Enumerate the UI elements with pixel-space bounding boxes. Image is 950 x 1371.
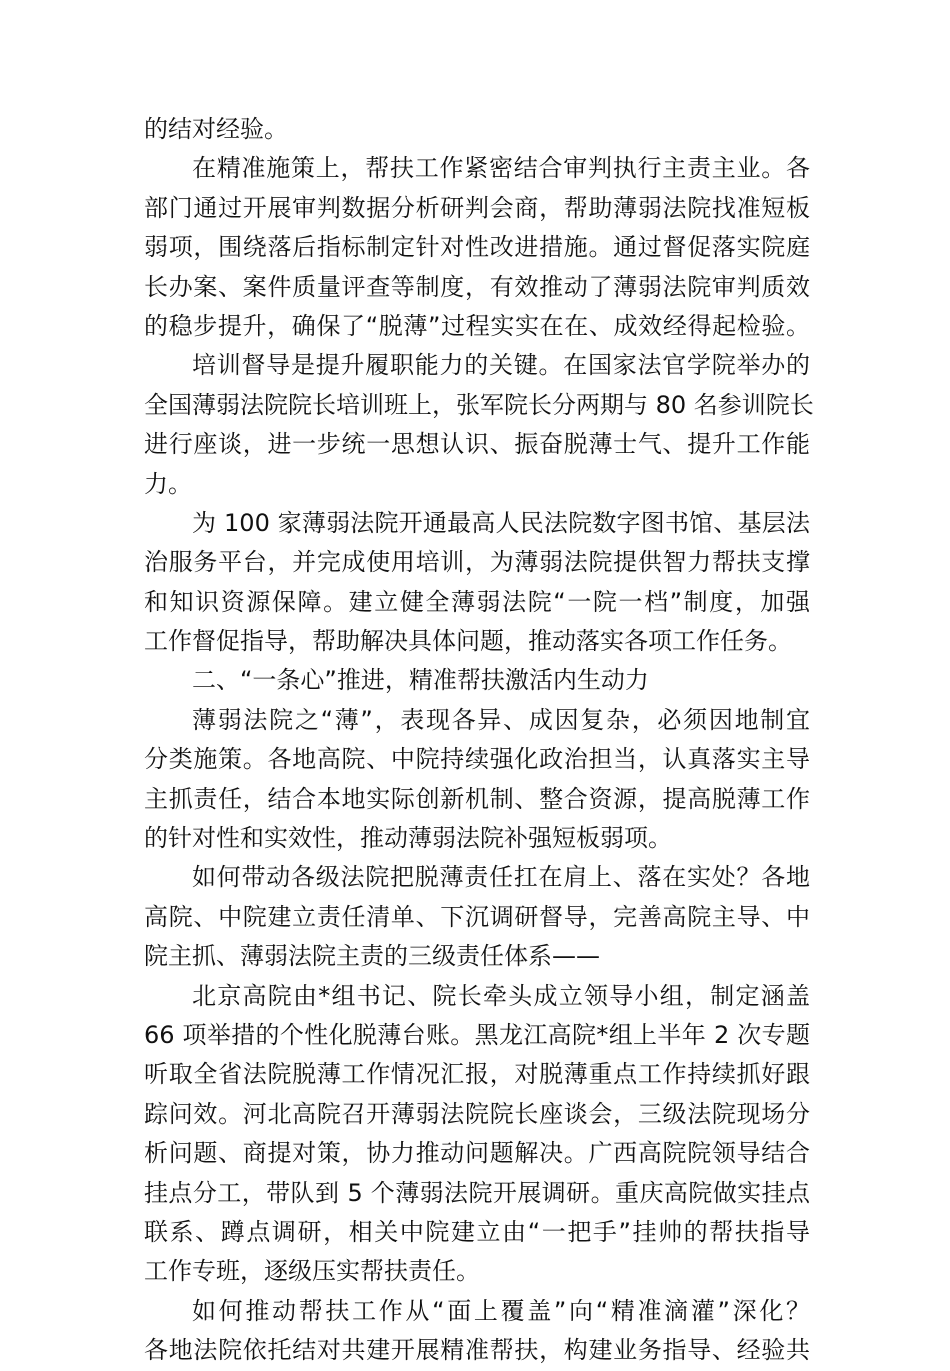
text-line: 如何带动各级法院把脱薄责任扛在肩上、落在实处？各地	[192, 863, 810, 892]
text-line: 挂点分工，带队到 5 个薄弱法院开展调研。重庆高院做实挂点	[144, 1178, 810, 1207]
text-line: 部门通过开展审判数据分析研判会商，帮助薄弱法院找准短板	[144, 193, 810, 222]
document-body	[144, 110, 814, 1371]
text-line: 分类施策。各地高院、中院持续强化政治担当，认真落实主导	[144, 745, 810, 774]
text-line: 66 项举措的个性化脱薄台账。黑龙江高院*组上半年 2 次专题	[144, 1020, 810, 1049]
text-line: 的结对经验。	[144, 115, 288, 143]
text-line: 培训督导是提升履职能力的关键。在国家法官学院举办的	[192, 351, 810, 380]
text-line: 治服务平台，并完成使用培训，为薄弱法院提供智力帮扶支撑	[144, 548, 810, 577]
text-line: 工作专班，逐级压实帮扶责任。	[144, 1257, 480, 1286]
text-line: 的针对性和实效性，推动薄弱法院补强短板弱项。	[144, 824, 672, 853]
text-line: 二、“一条心”推进，精准帮扶激活内生动力	[192, 666, 649, 695]
text-line: 力。	[144, 469, 192, 498]
text-line: 工作督促指导，帮助解决具体问题，推动落实各项工作任务。	[144, 627, 792, 656]
text-line: 北京高院由*组书记、院长牵头成立领导小组，制定涵盖	[192, 981, 810, 1010]
text-line: 院主抓、薄弱法院主责的三级责任体系——	[144, 942, 600, 971]
text-line: 弱项，围绕落后指标制定针对性改进措施。通过督促落实院庭	[144, 233, 810, 262]
text-line: 听取全省法院脱薄工作情况汇报，对脱薄重点工作持续抓好跟	[144, 1060, 810, 1089]
text-line: 全国薄弱法院院长培训班上，张军院长分两期与 80 名参训院长	[144, 390, 814, 419]
text-line: 联系、蹲点调研，相关中院建立由“一把手”挂帅的帮扶指导	[144, 1217, 810, 1246]
text-line: 的稳步提升，确保了“脱薄”过程实实在在、成效经得起检验。	[144, 311, 810, 340]
text-line: 和知识资源保障。建立健全薄弱法院“一院一档”制度，加强	[144, 587, 810, 616]
text-line: 薄弱法院之“薄”，表现各异、成因复杂，必须因地制宜	[192, 705, 810, 734]
text-line: 踪问效。河北高院召开薄弱法院院长座谈会，三级法院现场分	[144, 1099, 810, 1128]
text-line: 在精准施策上，帮扶工作紧密结合审判执行主责主业。各	[192, 154, 810, 183]
text-line: 主抓责任，结合本地实际创新机制、整合资源，提高脱薄工作	[144, 784, 810, 813]
text-line: 高院、中院建立责任清单、下沉调研督导，完善高院主导、中	[144, 902, 810, 931]
text-line: 如何推动帮扶工作从“面上覆盖”向“精准滴灌”深化？	[192, 1296, 810, 1325]
text-line: 进行座谈，进一步统一思想认识、振奋脱薄士气、提升工作能	[144, 430, 810, 459]
text-line: 各地法院依托结对共建开展精准帮扶，构建业务指导、经验共	[144, 1336, 810, 1365]
text-line: 为 100 家薄弱法院开通最高人民法院数字图书馆、基层法	[192, 508, 810, 537]
text-line: 析问题、商提对策，协力推动问题解决。广西高院院领导结合	[144, 1139, 810, 1168]
text-line: 长办案、案件质量评查等制度，有效推动了薄弱法院审判质效	[144, 272, 810, 301]
